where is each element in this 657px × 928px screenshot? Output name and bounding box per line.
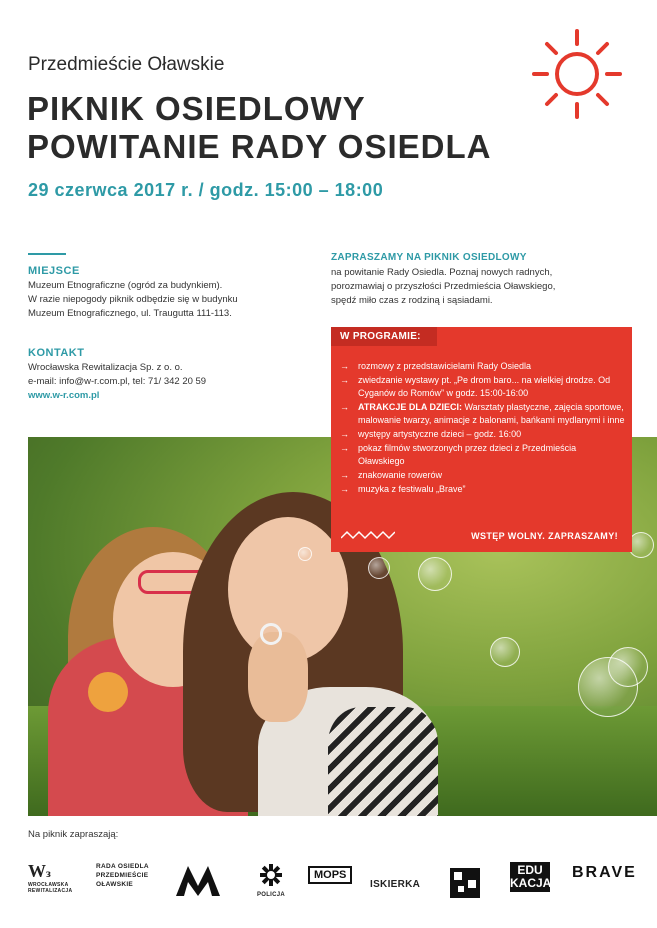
- contact-line: e-mail: info@w-r.com.pl, tel: 71/ 342 20 59: [28, 376, 207, 387]
- program-box: [331, 327, 632, 552]
- program-tag: W PROGRAMIE:: [331, 327, 437, 346]
- iskierka-logo: ISKIERKA: [370, 879, 421, 890]
- soap-bubble: [608, 647, 648, 687]
- arrow-icon: →: [340, 429, 349, 439]
- place-text: [28, 279, 238, 321]
- edukacja-logo: EDU KACJA: [510, 863, 552, 890]
- contact-heading: KONTAKT: [28, 347, 85, 359]
- rada-osiedla-logo: RADA OSIEDLA PRZEDMIEŚCIE OŁAWSKIE: [96, 863, 149, 888]
- program-item: → pokaz filmów stworzonych przez dzieci z Przedmieścia Oławskiego: [340, 443, 577, 466]
- subtitle: Przedmieście Oławskie: [28, 54, 225, 75]
- program-item: → muzyka z festiwalu „Brave”: [340, 484, 466, 494]
- place-line: W razie niepogody piknik odbędzie się w budynku: [28, 294, 238, 305]
- policja-logo: POLICJA: [256, 864, 286, 900]
- title-line-1: PIKNIK OSIEDLOWY: [27, 90, 366, 127]
- qr-square-logo: [450, 868, 480, 903]
- bubble-wand: [260, 623, 282, 645]
- event-date: 29 czerwca 2017 r. / godz. 15:00 – 18:00: [28, 180, 384, 200]
- mm-logo: [174, 862, 222, 903]
- soap-bubble: [490, 637, 520, 667]
- program-item: → zwiedzanie wystawy pt. „Pe drom baro... na wielkiej drodze. Od Cyganów do Romów” w godz. 15:00-16:00: [340, 375, 611, 398]
- soap-bubble: [418, 557, 452, 591]
- page-title: [27, 90, 491, 166]
- free-entry: WSTĘP WOLNY. ZAPRASZAMY!: [471, 531, 618, 541]
- intro-line: porozmawiaj o przyszłości Przedmieścia Oławskiego,: [331, 281, 556, 292]
- place-heading: MIEJSCE: [28, 265, 80, 277]
- program-item: → ATRAKCJE DLA DZIECI: Warsztaty plastyczne, zajęcia sportowe, malowanie twarzy, animacje z balonami, bańkami mydlanymi i inne: [340, 402, 625, 425]
- zigzag-icon: [341, 530, 395, 540]
- intro-line: na powitanie Rady Osiedla. Poznaj nowych radnych,: [331, 267, 553, 278]
- intro-line: spędź miło czas z rodziną i sąsiadami.: [331, 295, 493, 306]
- hosts-label: Na piknik zapraszają:: [28, 829, 119, 840]
- arrow-icon: →: [340, 484, 349, 494]
- intro-heading: ZAPRASZAMY NA PIKNIK OSIEDLOWY: [331, 252, 527, 263]
- divider: [28, 253, 66, 255]
- place-line: Muzeum Etnograficznego, ul. Traugutta 111-113.: [28, 308, 232, 319]
- hand: [248, 632, 308, 722]
- program-item: → rozmowy z przedstawicielami Rady Osiedla: [340, 361, 532, 371]
- arrow-icon: →: [340, 470, 349, 480]
- mops-logo: MOPS: [308, 866, 352, 884]
- arrow-icon: →: [340, 443, 349, 453]
- arrow-icon: →: [340, 361, 349, 371]
- website-link[interactable]: www.w-r.com.pl: [28, 390, 100, 401]
- sponsor-logos: [28, 858, 638, 908]
- place-line: Muzeum Etnograficzne (ogród za budynkiem).: [28, 280, 223, 291]
- arrow-icon: →: [340, 402, 349, 412]
- striped-top: [328, 707, 438, 816]
- arrow-icon: →: [340, 375, 349, 385]
- contact-text: [28, 361, 206, 389]
- wroclawska-rewitalizacja-logo: Wз WROCŁAWSKA REWITALIZACJA: [28, 861, 73, 894]
- soap-bubble: [368, 557, 390, 579]
- contact-line: Wrocławska Rewitalizacja Sp. z o. o.: [28, 362, 183, 373]
- intro-text: [331, 266, 631, 308]
- brave-logo: BRAVE: [572, 864, 637, 881]
- dress-pattern: [88, 672, 128, 712]
- title-line-2: POWITANIE RADY OSIEDLA: [27, 128, 492, 165]
- program-item: → znakowanie rowerów: [340, 470, 443, 480]
- soap-bubble: [298, 547, 312, 561]
- sun-icon: [527, 24, 627, 124]
- program-item: → występy artystyczne dzieci – godz. 16:00: [340, 429, 522, 439]
- program-list: [340, 360, 625, 497]
